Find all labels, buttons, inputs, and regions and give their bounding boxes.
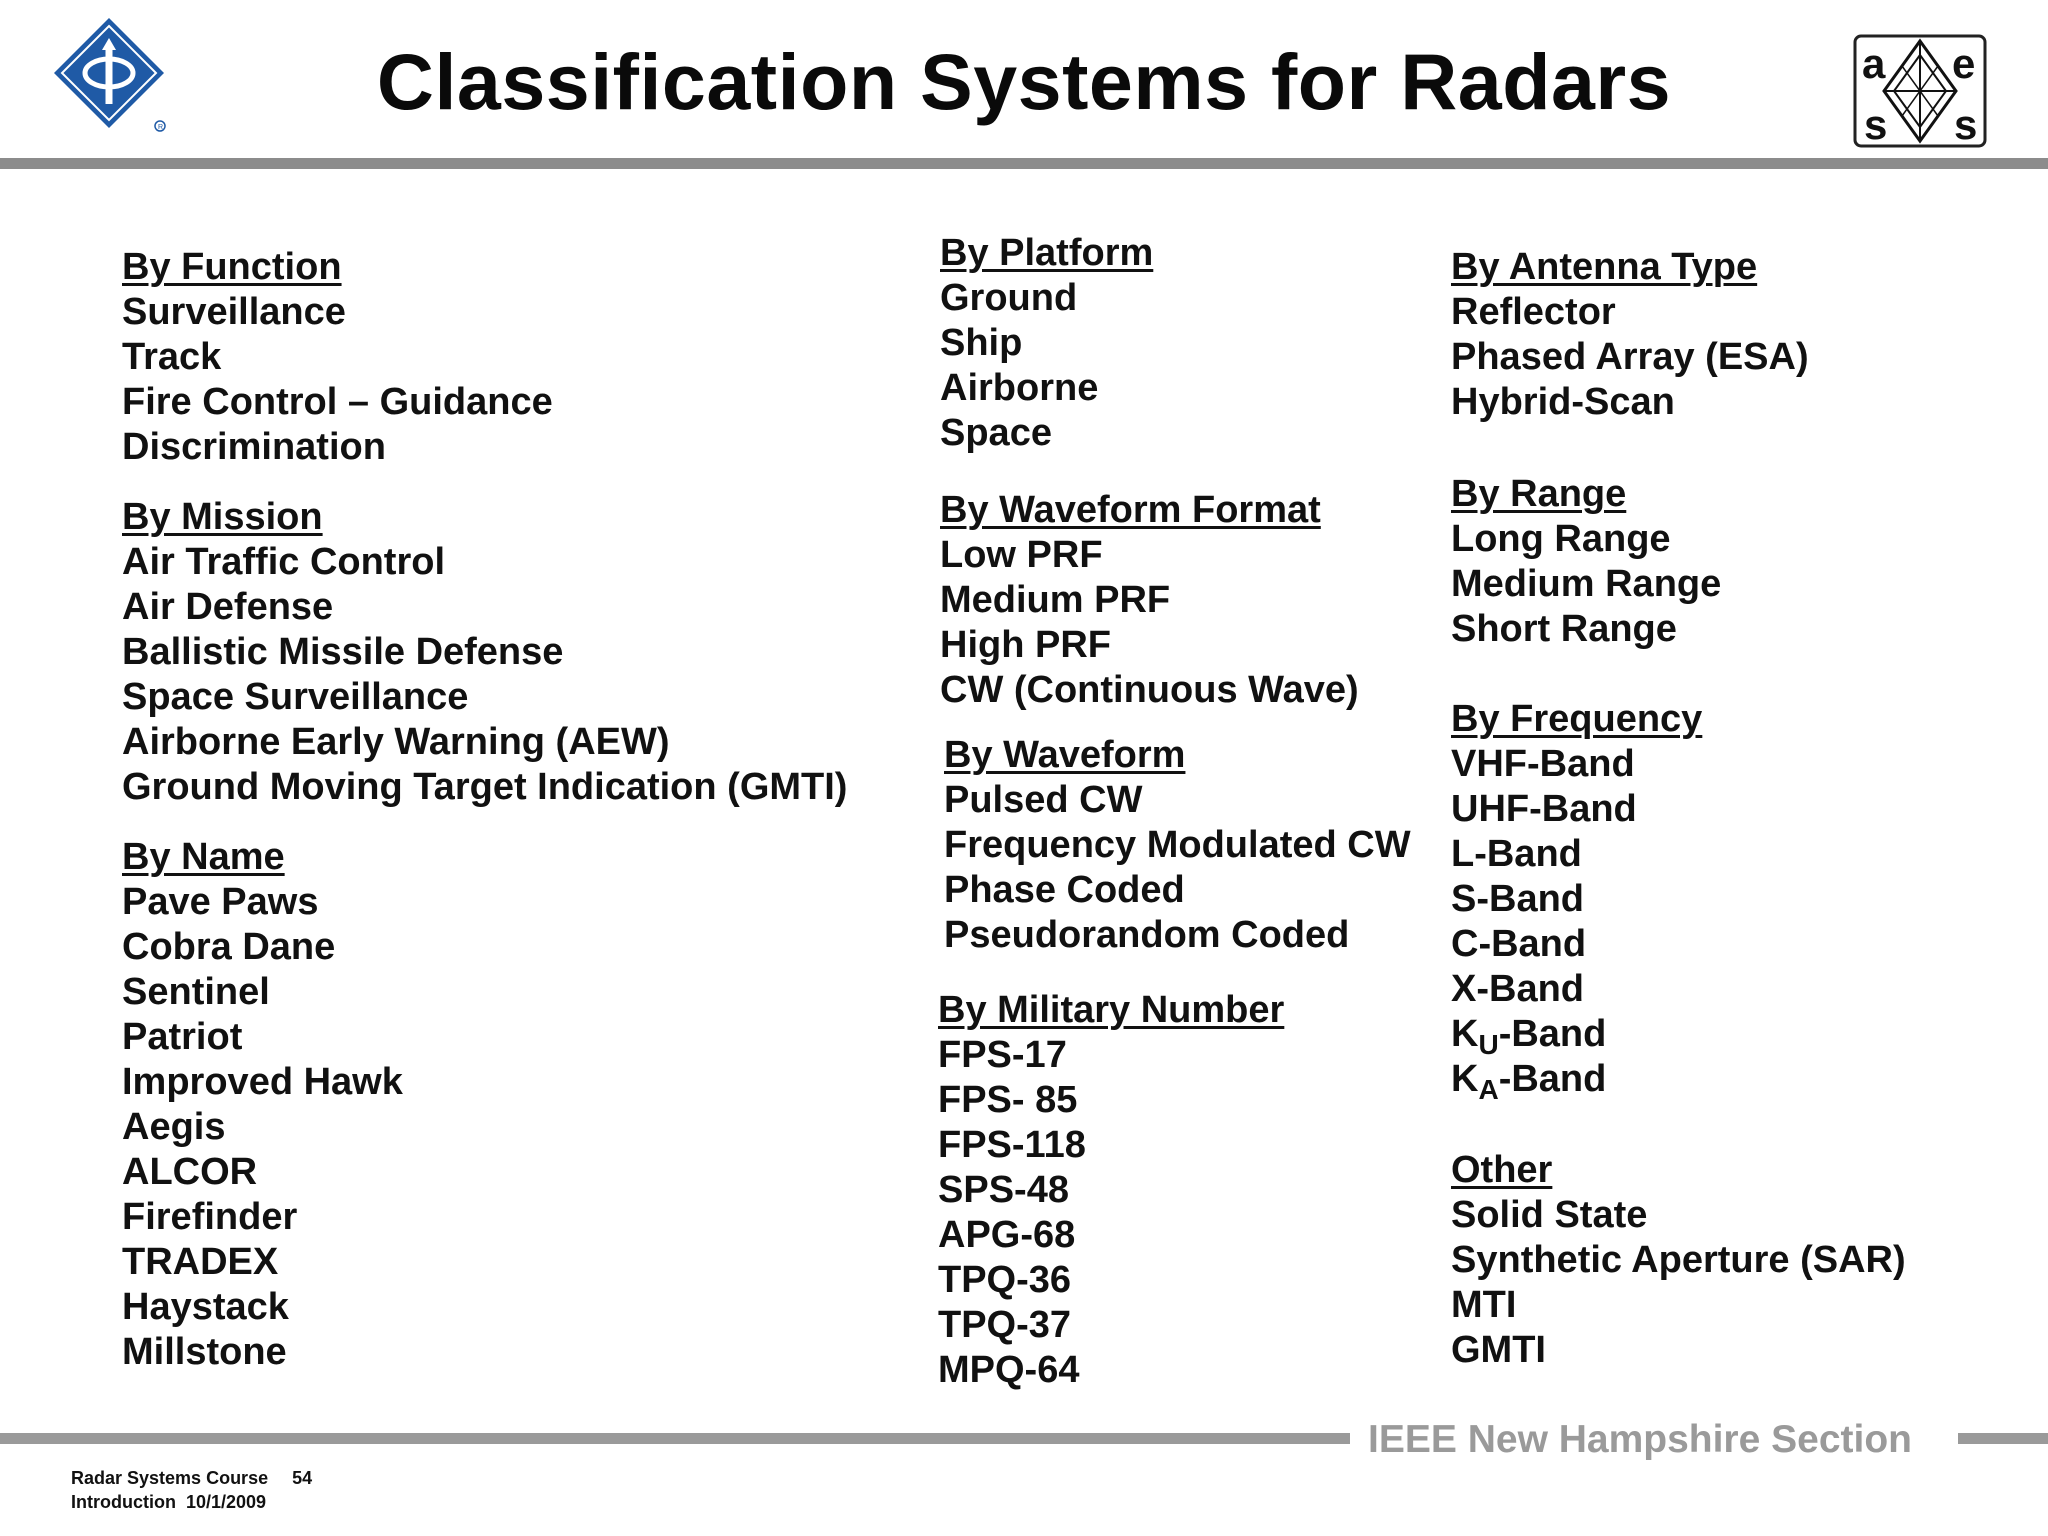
- list-item: Pseudorandom Coded: [944, 914, 1350, 956]
- group-by-frequency: [1451, 697, 1906, 1105]
- list-item: Surveillance: [122, 291, 346, 333]
- list-item: SPS-48: [938, 1169, 1069, 1211]
- list-item: Sentinel: [122, 971, 270, 1013]
- list-item: Long Range: [1451, 518, 1671, 560]
- page-number: 54: [292, 1468, 313, 1488]
- group-heading: Other: [1451, 1149, 1553, 1191]
- band-subscript: U: [1478, 1029, 1499, 1060]
- list-item: High PRF: [940, 624, 1111, 666]
- svg-text:a: a: [1862, 40, 1886, 87]
- svg-text:s: s: [1864, 101, 1888, 148]
- group-by-waveform-format: [940, 488, 1411, 713]
- svg-text:R: R: [158, 124, 164, 131]
- list-item: Fire Control – Guidance: [122, 381, 553, 423]
- group-heading: By Range: [1451, 473, 1627, 515]
- band-base: K: [1451, 1058, 1479, 1100]
- list-item: FPS-17: [938, 1034, 1067, 1076]
- list-item: TPQ-36: [938, 1259, 1072, 1301]
- list-item: MPQ-64: [938, 1349, 1080, 1391]
- list-item: Frequency Modulated CW: [944, 824, 1411, 866]
- group-by-platform: [940, 231, 1411, 456]
- group-by-function: [122, 245, 847, 470]
- list-item: Pulsed CW: [944, 779, 1143, 821]
- list-item: Air Defense: [122, 586, 334, 628]
- group-by-mission: [122, 495, 847, 810]
- group-by-antenna-type: [1451, 245, 1906, 425]
- list-item: Space: [940, 412, 1052, 454]
- list-item: S-Band: [1451, 878, 1584, 920]
- list-item: Reflector: [1451, 291, 1616, 333]
- svg-text:e: e: [1952, 40, 1976, 87]
- list-item: Ship: [940, 322, 1023, 364]
- list-item: Discrimination: [122, 426, 386, 468]
- list-item: Hybrid-Scan: [1451, 381, 1675, 423]
- list-item: X-Band: [1451, 968, 1584, 1010]
- band-base: K: [1451, 1013, 1479, 1055]
- group-other: [1451, 1148, 1906, 1373]
- list-item: Aegis: [122, 1106, 226, 1148]
- footer-subtitle: Introduction 10/1/2009: [71, 1492, 267, 1512]
- list-item: Cobra Dane: [122, 926, 336, 968]
- band-subscript: A: [1478, 1074, 1499, 1105]
- group-heading: By Antenna Type: [1451, 246, 1758, 288]
- list-item: CW (Continuous Wave): [940, 669, 1359, 711]
- top-divider: [0, 158, 2048, 169]
- list-item: Firefinder: [122, 1196, 298, 1238]
- group-heading: By Platform: [940, 232, 1154, 274]
- list-item: Phased Array (ESA): [1451, 336, 1809, 378]
- list-item: Millstone: [122, 1331, 287, 1373]
- list-item: MTI: [1451, 1284, 1517, 1326]
- list-item: FPS-118: [938, 1124, 1086, 1166]
- list-item: UHF-Band: [1451, 788, 1637, 830]
- list-item: L-Band: [1451, 833, 1582, 875]
- bottom-divider-left: [0, 1433, 1350, 1444]
- list-item: Phase Coded: [944, 869, 1185, 911]
- group-heading: By Waveform Format: [940, 489, 1321, 531]
- list-item: Pave Paws: [122, 881, 319, 923]
- group-by-waveform: [944, 733, 1411, 958]
- list-item: Ground Moving Target Indication (GMTI): [122, 766, 848, 808]
- group-heading: By Frequency: [1451, 698, 1703, 740]
- bottom-divider-right: [1958, 1433, 2048, 1444]
- column-middle: [940, 231, 1411, 1393]
- list-item: Track: [122, 336, 222, 378]
- list-item: C-Band: [1451, 923, 1587, 965]
- list-item: Ballistic Missile Defense: [122, 631, 564, 673]
- footer-course-line: [71, 1468, 312, 1489]
- list-item: Solid State: [1451, 1194, 1648, 1236]
- list-item: FPS- 85: [938, 1079, 1078, 1121]
- list-item: Airborne Early Warning (AEW): [122, 721, 670, 763]
- band-suffix: -Band: [1498, 1013, 1607, 1055]
- group-heading: By Waveform: [944, 734, 1186, 776]
- group-heading: By Name: [122, 836, 285, 878]
- list-item: VHF-Band: [1451, 743, 1635, 785]
- list-item: Medium PRF: [940, 579, 1171, 621]
- group-by-range: [1451, 472, 1906, 652]
- column-right: [1451, 245, 1906, 1373]
- list-item: Airborne: [940, 367, 1099, 409]
- list-item: Ground: [940, 277, 1078, 319]
- list-item: Haystack: [122, 1286, 289, 1328]
- list-item: GMTI: [1451, 1329, 1546, 1371]
- list-item: TPQ-37: [938, 1304, 1072, 1346]
- svg-text:s: s: [1954, 101, 1978, 148]
- column-left: [122, 245, 847, 1375]
- course-name: Radar Systems Course: [71, 1468, 269, 1488]
- list-item: Low PRF: [940, 534, 1103, 576]
- list-item: ALCOR: [122, 1151, 258, 1193]
- list-item: Medium Range: [1451, 563, 1722, 605]
- list-item: Space Surveillance: [122, 676, 469, 718]
- page-title: Classification Systems for Radars: [376, 37, 1672, 126]
- aess-logo-icon: [1852, 33, 1988, 149]
- group-by-name: [122, 835, 847, 1375]
- group-by-military-number: [938, 988, 1411, 1393]
- list-item-ku-band: [1451, 1012, 1906, 1060]
- group-heading: By Military Number: [938, 989, 1285, 1031]
- list-item: Improved Hawk: [122, 1061, 403, 1103]
- list-item: TRADEX: [122, 1241, 279, 1283]
- list-item: Short Range: [1451, 608, 1677, 650]
- group-heading: By Function: [122, 246, 342, 288]
- list-item: Air Traffic Control: [122, 541, 446, 583]
- list-item: Synthetic Aperture (SAR): [1451, 1239, 1906, 1281]
- list-item: APG-68: [938, 1214, 1076, 1256]
- section-name: IEEE New Hampshire Section: [1368, 1418, 1913, 1461]
- band-suffix: -Band: [1498, 1058, 1607, 1100]
- list-item-ka-band: [1451, 1057, 1906, 1105]
- list-item: Patriot: [122, 1016, 243, 1058]
- group-heading: By Mission: [122, 496, 323, 538]
